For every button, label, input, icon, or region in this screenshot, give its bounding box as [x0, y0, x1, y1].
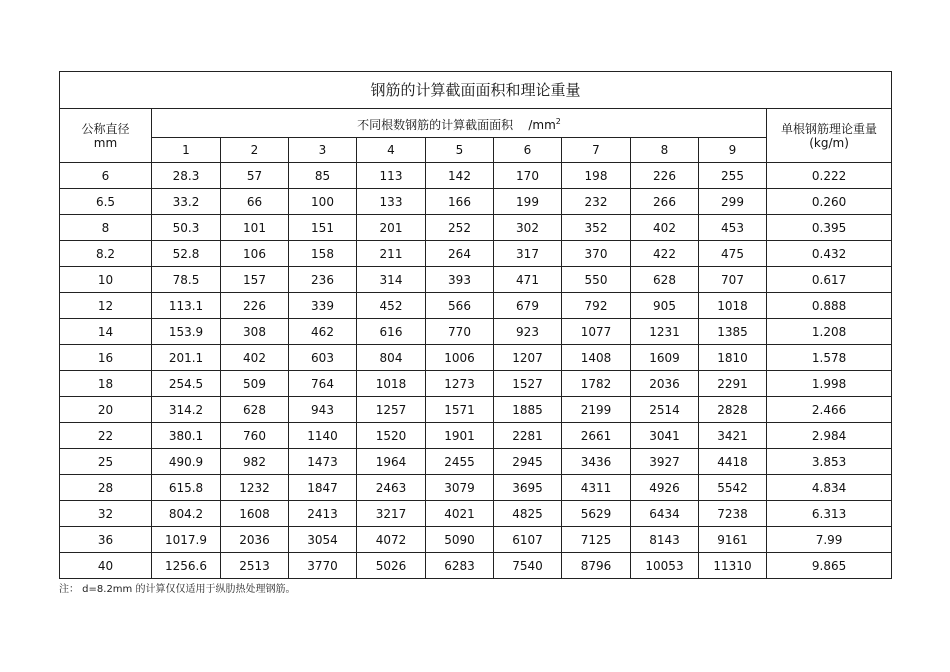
table-row [60, 475, 892, 501]
area-cell: 628 [631, 267, 699, 293]
area-cell: 402 [631, 215, 699, 241]
diameter-header [60, 109, 152, 163]
table-title: 钢筋的计算截面面积和理论重量 [60, 72, 892, 109]
area-cell: 151 [289, 215, 357, 241]
footnote: 注： d=8.2mm 的计算仅仅适用于纵肋热处理钢筋。 [59, 584, 296, 595]
area-cell: 7540 [494, 553, 562, 579]
area-cell: 78.5 [152, 267, 221, 293]
table-row [60, 215, 892, 241]
area-cell: 2036 [631, 371, 699, 397]
area-cell: 1609 [631, 345, 699, 371]
area-cell: 4311 [562, 475, 631, 501]
area-cell: 5090 [426, 527, 494, 553]
area-cell: 317 [494, 241, 562, 267]
area-cell: 6283 [426, 553, 494, 579]
diameter-cell: 18 [60, 371, 152, 397]
area-cell: 4418 [699, 449, 767, 475]
area-cell: 380.1 [152, 423, 221, 449]
area-cell: 1273 [426, 371, 494, 397]
count-header-cell: 5 [426, 138, 494, 163]
area-cell: 170 [494, 163, 562, 189]
area-cell: 2828 [699, 397, 767, 423]
area-cell: 3054 [289, 527, 357, 553]
area-cell: 1257 [357, 397, 426, 423]
area-label: 不同根数钢筋的计算截面面积 [357, 117, 514, 132]
weight-cell: 0.888 [767, 293, 892, 319]
area-cell: 402 [221, 345, 289, 371]
area-cell: 302 [494, 215, 562, 241]
table-row [60, 293, 892, 319]
area-cell: 28.3 [152, 163, 221, 189]
area-cell: 422 [631, 241, 699, 267]
area-cell: 1847 [289, 475, 357, 501]
area-cell: 308 [221, 319, 289, 345]
area-cell: 475 [699, 241, 767, 267]
area-cell: 113 [357, 163, 426, 189]
rebar-area-weight-table [59, 71, 892, 579]
area-cell: 4825 [494, 501, 562, 527]
area-cell: 2291 [699, 371, 767, 397]
area-cell: 1232 [221, 475, 289, 501]
weight-cell: 2.466 [767, 397, 892, 423]
area-cell: 6107 [494, 527, 562, 553]
area-cell: 254.5 [152, 371, 221, 397]
area-cell: 792 [562, 293, 631, 319]
area-cell: 11310 [699, 553, 767, 579]
area-cell: 3695 [494, 475, 562, 501]
area-cell: 3041 [631, 423, 699, 449]
area-cell: 2463 [357, 475, 426, 501]
area-cell: 2413 [289, 501, 357, 527]
area-cell: 550 [562, 267, 631, 293]
weight-cell: 0.260 [767, 189, 892, 215]
area-cell: 1256.6 [152, 553, 221, 579]
area-cell: 804 [357, 345, 426, 371]
area-unit: /mm [528, 117, 556, 132]
table-row [60, 501, 892, 527]
area-cell: 66 [221, 189, 289, 215]
count-header-cell: 8 [631, 138, 699, 163]
area-cell: 615.8 [152, 475, 221, 501]
area-cell: 393 [426, 267, 494, 293]
area-cell: 2199 [562, 397, 631, 423]
area-cell: 199 [494, 189, 562, 215]
diameter-cell: 12 [60, 293, 152, 319]
area-cell: 10053 [631, 553, 699, 579]
rebar-document [59, 71, 891, 579]
area-cell: 1473 [289, 449, 357, 475]
weight-cell: 1.208 [767, 319, 892, 345]
area-cell: 1408 [562, 345, 631, 371]
area-cell: 760 [221, 423, 289, 449]
count-header-cell: 4 [357, 138, 426, 163]
area-cell: 101 [221, 215, 289, 241]
area-cell: 616 [357, 319, 426, 345]
area-cell: 2514 [631, 397, 699, 423]
area-cell: 9161 [699, 527, 767, 553]
area-cell: 5629 [562, 501, 631, 527]
area-cell: 679 [494, 293, 562, 319]
area-cell: 166 [426, 189, 494, 215]
area-cell: 770 [426, 319, 494, 345]
table-row [60, 397, 892, 423]
area-cell: 314.2 [152, 397, 221, 423]
count-header-cell: 3 [289, 138, 357, 163]
count-header-cell: 2 [221, 138, 289, 163]
area-cell: 1782 [562, 371, 631, 397]
table-row [60, 345, 892, 371]
area-cell: 2281 [494, 423, 562, 449]
diameter-cell: 36 [60, 527, 152, 553]
area-cell: 264 [426, 241, 494, 267]
table-row [60, 241, 892, 267]
area-cell: 252 [426, 215, 494, 241]
diameter-unit: mm [93, 135, 118, 150]
area-cell: 226 [221, 293, 289, 319]
area-cell: 4926 [631, 475, 699, 501]
area-cell: 509 [221, 371, 289, 397]
area-cell: 370 [562, 241, 631, 267]
table-row [60, 553, 892, 579]
area-cell: 1018 [357, 371, 426, 397]
area-cell: 7125 [562, 527, 631, 553]
area-cell: 471 [494, 267, 562, 293]
weight-unit: (kg/m) [809, 135, 849, 150]
area-cell: 1018 [699, 293, 767, 319]
table-row [60, 319, 892, 345]
area-cell: 905 [631, 293, 699, 319]
area-cell: 1810 [699, 345, 767, 371]
weight-label: 单根钢筋理论重量 [781, 121, 878, 136]
table-row [60, 449, 892, 475]
area-cell: 628 [221, 397, 289, 423]
area-cell: 1520 [357, 423, 426, 449]
area-cell: 3079 [426, 475, 494, 501]
diameter-cell: 6 [60, 163, 152, 189]
area-cell: 33.2 [152, 189, 221, 215]
weight-cell: 4.834 [767, 475, 892, 501]
weight-header [767, 109, 892, 163]
area-cell: 4072 [357, 527, 426, 553]
diameter-cell: 8 [60, 215, 152, 241]
weight-cell: 1.998 [767, 371, 892, 397]
diameter-cell: 16 [60, 345, 152, 371]
area-cell: 226 [631, 163, 699, 189]
area-cell: 142 [426, 163, 494, 189]
area-unit-sup: 2 [555, 116, 561, 126]
area-cell: 266 [631, 189, 699, 215]
area-cell: 603 [289, 345, 357, 371]
weight-cell: 0.617 [767, 267, 892, 293]
diameter-cell: 10 [60, 267, 152, 293]
area-cell: 201.1 [152, 345, 221, 371]
area-cell: 2945 [494, 449, 562, 475]
area-cell: 50.3 [152, 215, 221, 241]
table-row [60, 527, 892, 553]
table-row [60, 163, 892, 189]
area-cell: 764 [289, 371, 357, 397]
diameter-cell: 28 [60, 475, 152, 501]
diameter-label: 公称直径 [81, 121, 130, 136]
area-cell: 804.2 [152, 501, 221, 527]
weight-cell: 9.865 [767, 553, 892, 579]
area-cell: 1006 [426, 345, 494, 371]
area-cell: 1608 [221, 501, 289, 527]
area-cell: 153.9 [152, 319, 221, 345]
area-cell: 3927 [631, 449, 699, 475]
weight-cell: 1.578 [767, 345, 892, 371]
area-cell: 52.8 [152, 241, 221, 267]
area-cell: 211 [357, 241, 426, 267]
area-cell: 299 [699, 189, 767, 215]
weight-cell: 2.984 [767, 423, 892, 449]
area-cell: 5542 [699, 475, 767, 501]
area-cell: 1964 [357, 449, 426, 475]
area-cell: 2513 [221, 553, 289, 579]
area-cell: 1527 [494, 371, 562, 397]
weight-cell: 7.99 [767, 527, 892, 553]
area-cell: 8143 [631, 527, 699, 553]
area-cell: 462 [289, 319, 357, 345]
area-cell: 236 [289, 267, 357, 293]
area-cell: 3421 [699, 423, 767, 449]
area-cell: 100 [289, 189, 357, 215]
diameter-cell: 6.5 [60, 189, 152, 215]
area-cell: 1885 [494, 397, 562, 423]
area-cell: 57 [221, 163, 289, 189]
area-cell: 201 [357, 215, 426, 241]
area-cell: 3436 [562, 449, 631, 475]
area-cell: 85 [289, 163, 357, 189]
area-cell: 943 [289, 397, 357, 423]
area-cell: 255 [699, 163, 767, 189]
area-cell: 452 [357, 293, 426, 319]
area-cell: 4021 [426, 501, 494, 527]
count-header-cell: 7 [562, 138, 631, 163]
area-cell: 1077 [562, 319, 631, 345]
area-cell: 982 [221, 449, 289, 475]
diameter-cell: 25 [60, 449, 152, 475]
count-header-cell: 9 [699, 138, 767, 163]
count-header-cell: 6 [494, 138, 562, 163]
weight-cell: 3.853 [767, 449, 892, 475]
table-row [60, 423, 892, 449]
area-header [152, 109, 767, 138]
weight-cell: 6.313 [767, 501, 892, 527]
area-cell: 1901 [426, 423, 494, 449]
weight-cell: 0.395 [767, 215, 892, 241]
area-cell: 1017.9 [152, 527, 221, 553]
area-cell: 3217 [357, 501, 426, 527]
area-cell: 1207 [494, 345, 562, 371]
area-cell: 7238 [699, 501, 767, 527]
area-cell: 158 [289, 241, 357, 267]
area-cell: 157 [221, 267, 289, 293]
area-cell: 106 [221, 241, 289, 267]
area-cell: 8796 [562, 553, 631, 579]
diameter-cell: 14 [60, 319, 152, 345]
area-cell: 453 [699, 215, 767, 241]
area-cell: 1231 [631, 319, 699, 345]
area-cell: 2455 [426, 449, 494, 475]
count-header-cell: 1 [152, 138, 221, 163]
area-cell: 198 [562, 163, 631, 189]
area-cell: 1140 [289, 423, 357, 449]
table-row [60, 189, 892, 215]
area-cell: 352 [562, 215, 631, 241]
area-cell: 707 [699, 267, 767, 293]
area-cell: 2661 [562, 423, 631, 449]
area-cell: 232 [562, 189, 631, 215]
diameter-cell: 32 [60, 501, 152, 527]
weight-cell: 0.432 [767, 241, 892, 267]
area-cell: 339 [289, 293, 357, 319]
area-cell: 490.9 [152, 449, 221, 475]
area-cell: 1571 [426, 397, 494, 423]
area-cell: 2036 [221, 527, 289, 553]
area-cell: 3770 [289, 553, 357, 579]
area-cell: 113.1 [152, 293, 221, 319]
weight-cell: 0.222 [767, 163, 892, 189]
diameter-cell: 8.2 [60, 241, 152, 267]
area-cell: 923 [494, 319, 562, 345]
area-cell: 314 [357, 267, 426, 293]
diameter-cell: 40 [60, 553, 152, 579]
area-cell: 1385 [699, 319, 767, 345]
area-cell: 133 [357, 189, 426, 215]
diameter-cell: 20 [60, 397, 152, 423]
table-row [60, 267, 892, 293]
area-cell: 5026 [357, 553, 426, 579]
table-row [60, 371, 892, 397]
area-cell: 6434 [631, 501, 699, 527]
diameter-cell: 22 [60, 423, 152, 449]
area-cell: 566 [426, 293, 494, 319]
